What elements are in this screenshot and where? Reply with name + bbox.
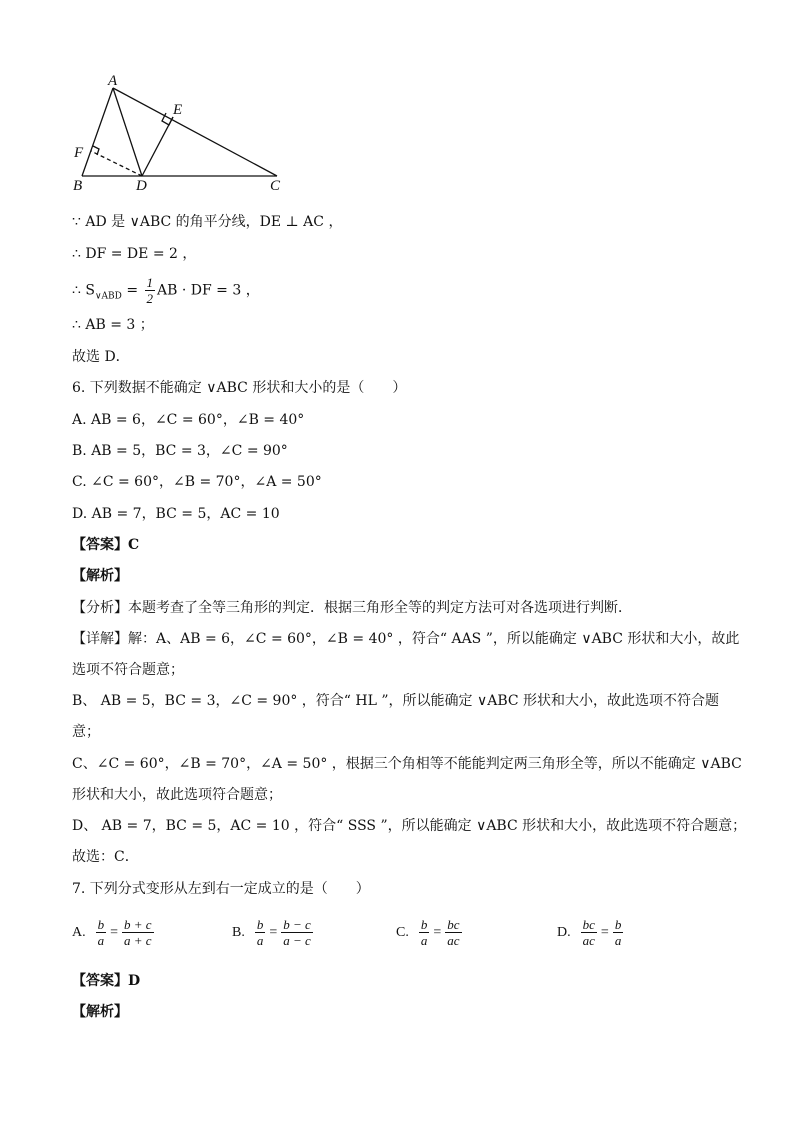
- fraction-right: [281, 917, 313, 948]
- solution-line-3: [72, 275, 260, 311]
- area-symbol: ∴ S: [72, 282, 95, 299]
- fraction-numerator: b: [256, 916, 264, 932]
- equals-sign: =: [433, 925, 442, 940]
- question-6-option-c: C. ∠C = 60°，∠B = 70°，∠A = 50°: [72, 474, 322, 490]
- area-expression: AB · DF = 3 ，: [157, 282, 260, 299]
- question-7-option-a: [72, 914, 156, 951]
- fraction-numerator: bc: [447, 916, 460, 932]
- question-7-answer: 【答案】D: [72, 973, 141, 989]
- area-subscript: ∨ABD: [94, 291, 122, 302]
- option-label: B.: [232, 925, 245, 940]
- question-7-analysis-tag: 【解析】: [72, 1004, 128, 1020]
- fraction-left: [419, 917, 430, 948]
- question-6-answer: 【答案】C: [72, 537, 140, 553]
- equals-sign: =: [269, 925, 278, 940]
- solution-line-2: ∴ DF = DE = 2 ，: [72, 246, 197, 262]
- question-6-analysis-tag: 【解析】: [72, 568, 128, 584]
- label-b: B: [73, 178, 83, 194]
- fraction-denominator: 2: [146, 291, 154, 306]
- fraction-denominator: a: [256, 932, 264, 948]
- option-label: A.: [72, 925, 86, 940]
- fraction-left: [581, 917, 597, 948]
- equals-sign: =: [121, 282, 143, 299]
- fraction-denominator: ac: [582, 932, 595, 948]
- fraction-numerator: b − c: [283, 916, 311, 932]
- question-6-detail-3: B、 AB = 5，BC = 3，∠C = 90° ，符合“ HL ”，所以能确定 ∨ABC 形状和大小，故此选项不符合题: [72, 693, 720, 709]
- question-7-option-b: [232, 914, 315, 951]
- question-6-option-d: D. AB = 7，BC = 5，AC = 10: [72, 506, 280, 522]
- question-6-option-a: A. AB = 6，∠C = 60°，∠B = 40°: [72, 412, 305, 428]
- question-7-option-c: [396, 914, 464, 951]
- fraction-left: [96, 917, 107, 948]
- fraction-denominator: a − c: [283, 932, 311, 948]
- fraction-denominator: a: [97, 932, 105, 948]
- fraction-numerator: 1: [146, 275, 154, 290]
- fraction-right: [122, 917, 154, 948]
- label-f: F: [74, 145, 84, 161]
- option-label: C.: [396, 925, 409, 940]
- label-a: A: [108, 73, 118, 89]
- fraction-denominator: ac: [447, 932, 460, 948]
- question-6-detail-4: 意；: [72, 724, 100, 740]
- question-6-detail-2: 选项不符合题意；: [72, 662, 184, 678]
- solution-line-5: 故选 D．: [72, 349, 130, 365]
- question-6-detail-5: C、∠C = 60°，∠B = 70°，∠A = 50° ，根据三个角相等不能能判定两三角形全等，所以不能确定 ∨ABC: [72, 756, 742, 772]
- question-7-option-d: [557, 914, 625, 951]
- fraction-right: [613, 917, 624, 948]
- question-7-stem: 7. 下列分式变形从左到右一定成立的是（ ）: [72, 881, 370, 897]
- question-6-detail-1: 【详解】解：A、AB = 6，∠C = 60°，∠B = 40° ，符合“ AAS ”，所以能确定 ∨ABC 形状和大小，故此: [72, 631, 740, 647]
- triangle-figure: [70, 70, 290, 195]
- label-e: E: [173, 102, 183, 118]
- label-d: D: [136, 178, 147, 194]
- question-6-stem: 6. 下列数据不能确定 ∨ABC 形状和大小的是（ ）: [72, 380, 407, 396]
- fraction-numerator: b: [97, 916, 105, 932]
- label-c: C: [270, 178, 281, 194]
- question-6-detail-6: 形状和大小，故此选项符合题意；: [72, 787, 282, 803]
- solution-line-4: ∴ AB = 3 ；: [72, 317, 154, 333]
- question-6-option-b: B. AB = 5，BC = 3，∠C = 90°: [72, 443, 288, 459]
- question-6-detail-7: D、 AB = 7，BC = 5，AC = 10 ，符合“ SSS ”，所以能确定 ∨ABC 形状和大小，故此选项不符合题意；: [72, 818, 747, 834]
- fraction-numerator: b: [614, 916, 622, 932]
- segment-de: [142, 117, 173, 176]
- fraction-left: [255, 917, 266, 948]
- segment-ab: [82, 88, 113, 176]
- equals-sign: =: [110, 925, 119, 940]
- fraction-denominator: a + c: [124, 932, 152, 948]
- equals-sign: =: [600, 925, 609, 940]
- question-6-detail-8: 故选：C．: [72, 849, 139, 865]
- fraction-half: [145, 275, 156, 306]
- fraction-numerator: b + c: [124, 916, 152, 932]
- question-6-fenxi: 【分析】本题考查了全等三角形的判定．根据三角形全等的判定方法可对各选项进行判断．: [72, 600, 632, 616]
- solution-line-1: ∵ AD 是 ∨ABC 的角平分线，DE ⊥ AC ，: [72, 214, 343, 230]
- fraction-right: [445, 917, 461, 948]
- fraction-numerator: bc: [582, 916, 595, 932]
- fraction-denominator: a: [614, 932, 622, 948]
- fraction-denominator: a: [420, 932, 428, 948]
- fraction-numerator: b: [420, 916, 428, 932]
- option-label: D.: [557, 925, 571, 940]
